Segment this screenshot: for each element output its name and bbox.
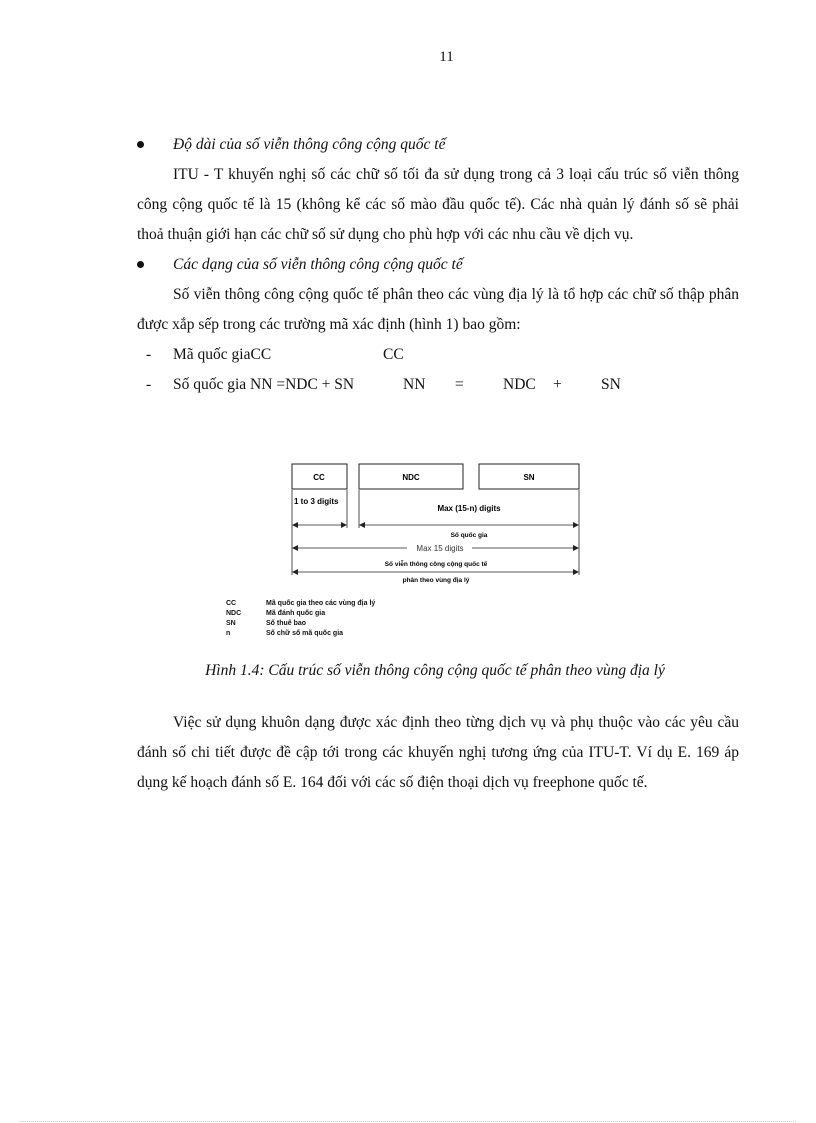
bullet-icon (137, 141, 144, 148)
arrow-head (292, 545, 298, 551)
legend-code: SN (226, 620, 236, 627)
box-label-cc: CC (313, 473, 325, 482)
cc-digits-label: 1 to 3 digits (294, 497, 339, 506)
eq-plus: + (553, 376, 562, 393)
legend-code: n (226, 630, 231, 637)
figure-legend (226, 599, 375, 639)
arrow-head (359, 522, 365, 528)
legend-code: CC (226, 600, 237, 607)
dash-marker: - (146, 376, 152, 393)
eq-equals: = (455, 376, 464, 393)
main-content (137, 130, 739, 400)
structure-diagram (222, 460, 602, 595)
legend-desc: Mã đánh quốc gia (266, 610, 326, 617)
nn-label: Số quốc gia (450, 532, 488, 539)
figure-caption: Hình 1.4: Cấu trúc số viễn thông công cộng quốc tế phân theo vùng địa lý (205, 662, 665, 679)
dash-marker: - (146, 346, 152, 363)
closing-paragraph (137, 708, 739, 798)
list-item-nn (137, 370, 739, 400)
nn-digits-label: Max (15-n) digits (437, 504, 501, 513)
eq-nn: NN (403, 376, 426, 393)
arrow-head (292, 569, 298, 575)
total-label-1: Số viễn thông công cộng quốc tế (384, 561, 488, 568)
bullet-icon (137, 261, 144, 268)
legend-row (226, 629, 375, 639)
paragraph-length: ITU - T khuyến nghị số các chữ số tối đa sử dụng trong cả 3 loại cấu trúc số viễn thông công cộng quốc tế là 15 (không kể các số mào đầu quốc tế). Các nhà quản lý đánh số sẽ phải thoả thuận giới hạn các chữ số sử dụng cho phù hợp với các nhu cầu về dịch vụ. (137, 166, 739, 243)
number-structure-figure (222, 460, 602, 650)
page-bottom-rule (20, 1121, 796, 1122)
legend-desc: Số chữ số mã quốc gia (266, 630, 344, 637)
legend-row (226, 619, 375, 629)
legend-code: NDC (226, 610, 242, 617)
legend-row (226, 609, 375, 619)
box-label-sn: SN (523, 473, 535, 482)
arrow-head (341, 522, 347, 528)
list-term: Số quốc gia NN =NDC + SN (173, 376, 355, 393)
heading-text: Các dạng của số viễn thông công cộng quốc tế (173, 256, 463, 273)
list-item-cc (137, 340, 739, 370)
page-number: 11 (439, 49, 454, 65)
legend-row (226, 599, 375, 609)
section-heading-forms (137, 250, 739, 280)
legend-desc: Số thuê bao (266, 620, 307, 627)
section-heading-length (137, 130, 739, 160)
paragraph-usage: Việc sử dụng khuôn dạng được xác định theo từng dịch vụ và phụ thuộc vào các yêu cầu đánh số chi tiết được đề cập tới trong các khuyến nghị tương ứng của ITU-T. Ví dụ E. 169 áp dụng kế hoạch đánh số E. 164 đối với các số điện thoại dịch vụ freephone quốc tế. (137, 714, 739, 791)
eq-sn: SN (601, 376, 621, 393)
list-term: Mã quốc giaCC (173, 346, 272, 363)
eq-ndc: NDC (503, 376, 536, 393)
box-label-ndc: NDC (402, 473, 420, 482)
list-abbr: CC (383, 346, 404, 363)
arrow-head (292, 522, 298, 528)
legend-desc: Mã quốc gia theo các vùng địa lý (266, 600, 376, 607)
arrow-head (573, 545, 579, 551)
paragraph-forms: Số viễn thông công cộng quốc tế phân theo các vùng địa lý là tổ hợp các chữ số thập phân được xắp sếp trong các trường mã xác định (hình 1) bao gồm: (137, 286, 739, 333)
total-label-2: phân theo vùng địa lý (402, 577, 470, 584)
heading-text: Độ dài của số viễn thông công cộng quốc tế (173, 136, 446, 153)
arrow-head (573, 569, 579, 575)
max-digits-label: Max 15 digits (416, 544, 464, 553)
arrow-head (573, 522, 579, 528)
